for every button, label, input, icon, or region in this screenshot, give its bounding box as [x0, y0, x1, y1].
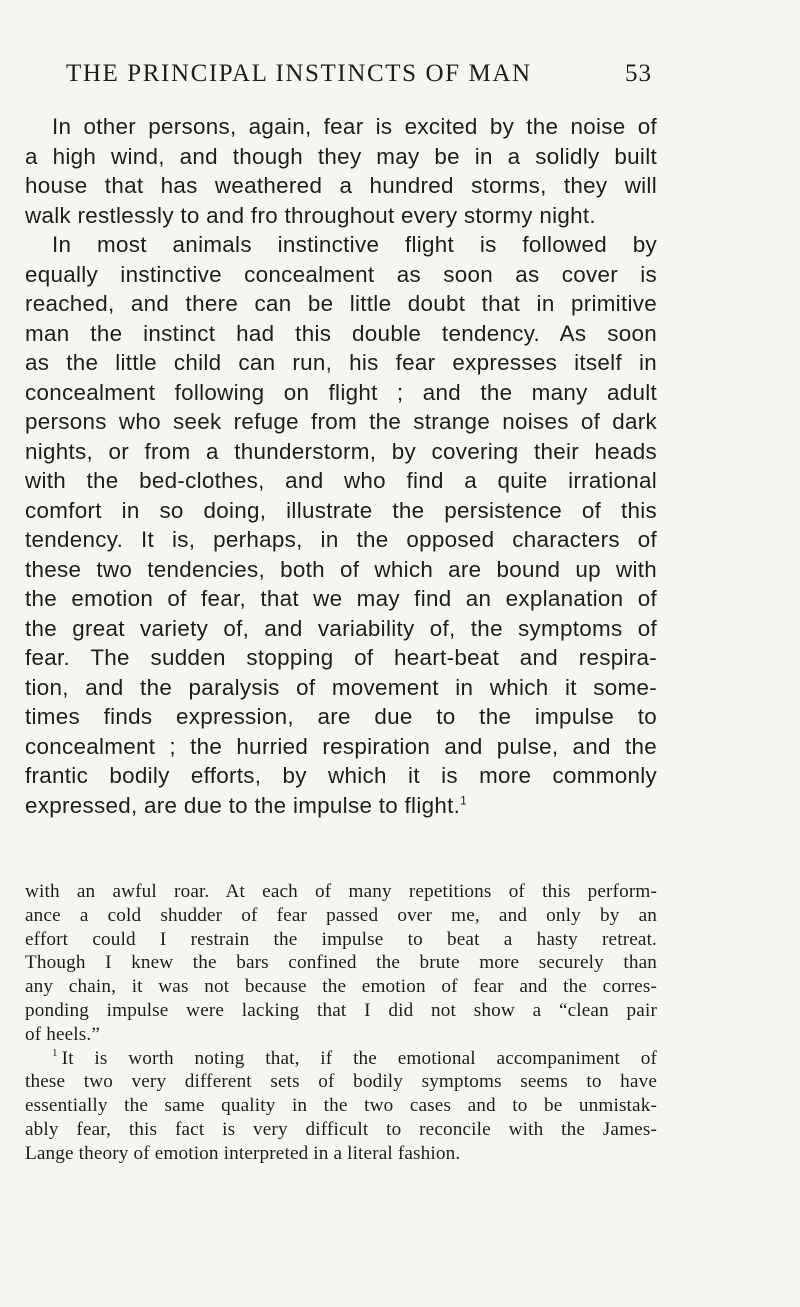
footnote-continuation-line: of heels.” [25, 1023, 101, 1045]
body-line: comfort in so doing, illustrate the persistence of this [25, 497, 657, 523]
footnote-1-line: these two very different sets of bodily symptoms seems to have [25, 1071, 657, 1093]
body-line: as the little child can run, his fear expresses itself in [25, 350, 657, 375]
body-line: a high wind, and though they may be in a solidly built [25, 143, 657, 169]
footnote-continuation-line: ponding impulse were lacking that I did not show a “clean pair [25, 999, 657, 1021]
body-line: concealment ; the hurried respiration and pulse, and the [25, 733, 657, 759]
body-line: the emotion of fear, that we may find an explanation of [25, 586, 657, 611]
body-line: walk restlessly to and fro throughout every stormy night. [25, 202, 596, 228]
body-line: times finds expression, are due to the impulse to [25, 704, 657, 729]
body-line: concealment following on flight ; and the many adult [25, 379, 657, 405]
body-line: tendency. It is, perhaps, in the opposed characters of [25, 527, 657, 552]
body-paragraph [25, 112, 657, 820]
footnote-continuation-line: with an awful roar. At each of many repetitions of this perform- [25, 881, 657, 902]
page-header [56, 60, 652, 96]
body-line: equally instinctive concealment as soon as cover is [25, 261, 657, 287]
footnote-1-marker: 1 [52, 1047, 58, 1060]
body-line: man the instinct had this double tendency. As soon [25, 320, 657, 346]
body-line: In most animals instinctive flight is followed by [52, 232, 657, 257]
body-line: In other persons, again, fear is excited by the noise of [52, 114, 657, 139]
footnote-1-line: Lange theory of emotion interpreted in a literal fashion. [25, 1142, 461, 1164]
body-line: house that has weathered a hundred storms, they will [25, 173, 657, 198]
body-line: with the bed-clothes, and who find a quite irrational [25, 468, 657, 493]
footnote-1-line: ably fear, this fact is very difficult to reconcile with the James- [25, 1118, 657, 1140]
running-title: THE PRINCIPAL INSTINCTS OF MAN [66, 60, 532, 87]
footnote-continuation-line: effort could I restrain the impulse to beat a hasty retreat. [25, 928, 657, 950]
body-line: these two tendencies, both of which are bound up with [25, 556, 657, 582]
page-number: 53 [625, 60, 652, 87]
footnote-continuation-line: Though I knew the bars confined the brute more securely than [25, 952, 657, 974]
body-line: persons who seek refuge from the strange noises of dark [25, 409, 657, 434]
body-line: fear. The sudden stopping of heart-beat and respira- [25, 645, 657, 670]
footnote-continuation-line: any chain, it was not because the emotion of fear and the corres- [25, 976, 657, 998]
footnote-reference-1[interactable]: 1 [460, 793, 468, 808]
body-line: the great variety of, and variability of, the symptoms of [25, 615, 657, 641]
footnote-1-line: essentially the same quality in the two cases and to be unmistak- [25, 1095, 657, 1117]
footnotes [25, 880, 657, 1166]
body-line: tion, and the paralysis of movement in which it some- [25, 674, 657, 700]
body-line: reached, and there can be little doubt that in primitive [25, 291, 657, 316]
body-line-last [25, 791, 657, 821]
footnote-1-line [25, 1047, 657, 1071]
footnote-continuation-line: ance a cold shudder of fear passed over me, and only by an [25, 904, 657, 926]
body-line: nights, or from a thunderstorm, by covering their heads [25, 438, 657, 464]
footnote-1-text: It is worth noting that, if the emotional accompaniment of [61, 1047, 657, 1069]
body-line: frantic bodily efforts, by which it is more commonly [25, 763, 657, 788]
body-line-text: expressed, are due to the impulse to flight. [25, 792, 461, 818]
